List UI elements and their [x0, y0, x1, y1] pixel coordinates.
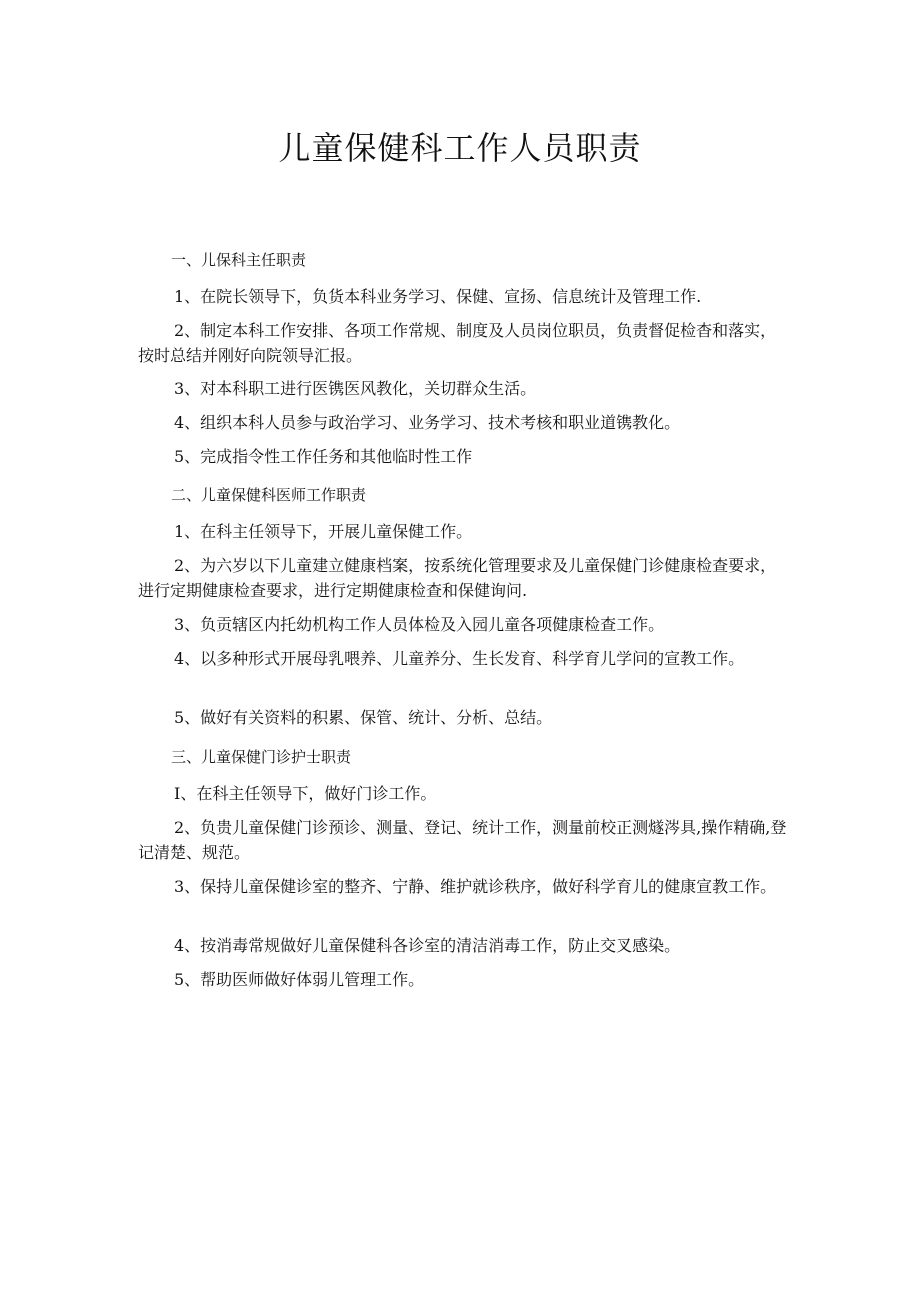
paragraph-nurse-5: 5、帮助医师做好体弱儿管理工作。: [174, 970, 425, 989]
paragraph-director-4: 4、组织本科人员参与政治学习、业务学习、技术考核和职业道镌教化。: [174, 413, 681, 432]
paragraph-nurse-1: I、在科主任领导下，做好门诊工作。: [174, 784, 437, 803]
paragraph-physician-5: 5、做好有关资料的积累、保管、统计、分析、总结。: [174, 708, 553, 727]
paragraph-physician-3: 3、负贡辖区内托幼机构工作人员体检及入园儿童各项健康检查工作。: [174, 615, 665, 634]
paragraph-physician-4: 4、以多种形式开展母乳喂养、儿童养分、生长发育、科学育儿学问的宣教工作。: [174, 649, 745, 668]
section-heading-director: 一、儿保科主任职责: [171, 251, 307, 269]
paragraph-nurse-3: 3、保持儿童保健诊室的整齐、宁静、维护就诊秩序，做好科学育儿的健康宣教工作。: [174, 877, 777, 896]
section-heading-nurse: 三、儿童保健门诊护士职责: [171, 748, 352, 766]
paragraph-director-1: 1、在院长领导下，负货本科业务学习、保健、宣扬、信息统计及管理工作.: [174, 287, 702, 306]
paragraph-nurse-4: 4、按消毒常规做好儿童保健科各诊室的清洁消毒工作，防止交叉感染。: [174, 936, 681, 955]
paragraph-director-3: 3、对本科职工进行医镌医风教化，关切群众生活。: [174, 379, 537, 398]
paragraph-physician-1: 1、在科主任领导下，开展儿童保健工作。: [174, 522, 473, 541]
section-heading-physician: 二、儿童保健科医师工作职责: [171, 486, 367, 504]
paragraph-nurse-2: 2、负贵儿童保健门诊预诊、测量、登记、统计工作，测量前校正测燧涔具,操作精确,登记清楚、规范。: [138, 818, 787, 862]
paragraph-physician-2: 2、为六岁以下儿童建立健康档案，按系统化管理要求及儿童保健门诊健康检查要求，进行定期健康检查要求，进行定期健康检查和保健询问.: [138, 556, 777, 600]
paragraph-director-5: 5、完成指令性工作任务和其他临时性工作: [174, 447, 473, 466]
paragraph-director-2: 2、制定本科工作安排、各项工作常规、制度及人员岗位职员，负责督促检杳和落实，按时总结并刚好向院领导汇报。: [138, 321, 777, 365]
page-title: 儿童保健科工作人员职责: [278, 129, 642, 167]
